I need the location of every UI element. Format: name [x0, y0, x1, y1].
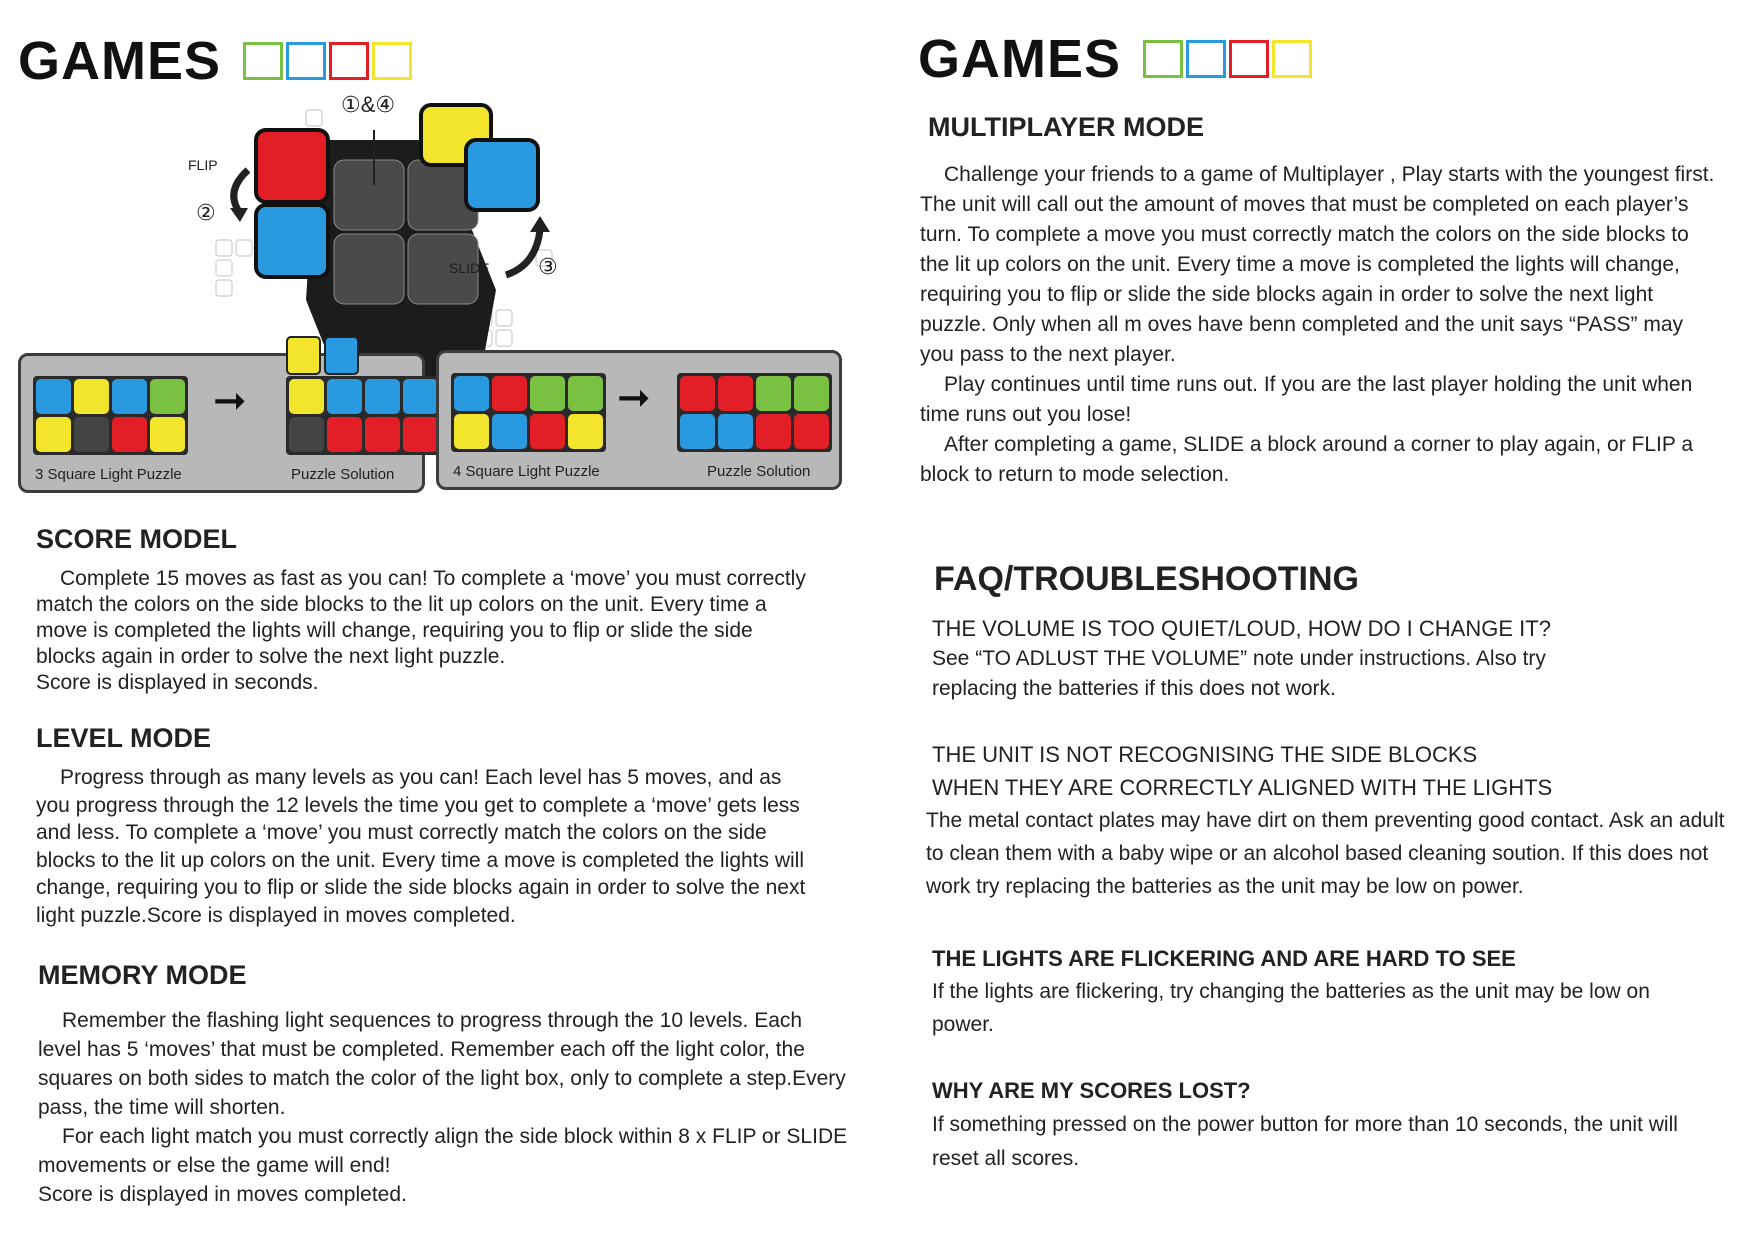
three-square-solution-grid — [286, 376, 441, 455]
left-games-header — [18, 30, 412, 92]
green-swatch — [243, 42, 283, 80]
unit-pad — [334, 234, 404, 304]
flip-arrowhead-icon — [230, 208, 248, 222]
red-swatch — [329, 42, 369, 80]
right-games-header — [918, 28, 1312, 90]
solution-top-blocks — [286, 336, 359, 375]
four-square-solution-grid — [677, 373, 832, 452]
arrow-icon: ➞ — [617, 376, 651, 420]
memory-mode-heading: MEMORY MODE — [38, 960, 247, 990]
flip-arrow-icon — [234, 170, 248, 210]
unit-pad — [334, 160, 404, 230]
puzzle-solution-label: Puzzle Solution — [291, 466, 395, 483]
blue-block — [256, 205, 328, 277]
score-model-heading: SCORE MODEL — [36, 524, 238, 554]
green-swatch — [1143, 40, 1183, 78]
yellow-swatch — [372, 42, 412, 80]
right-page — [878, 0, 1756, 1240]
faq-item-volume: THE VOLUME IS TOO QUIET/LOUD, HOW DO I CHANGE IT? See “TO ADLUST THE VOLUME” note under instructions. Also try replacing the batteries if this does not work. — [932, 616, 1551, 700]
color-swatches — [1143, 40, 1312, 78]
flip-label: FLIP — [188, 157, 218, 173]
blue-swatch — [286, 42, 326, 80]
slide-arrowhead-icon — [530, 216, 550, 232]
red-block — [256, 130, 328, 202]
faq-item-side-blocks: THE UNIT IS NOT RECOGNISING THE SIDE BLOCKS WHEN THEY ARE CORRECTLY ALIGNED WITH THE LIGHTS The metal contact plates may have dirt on them preventing good contact. Ask an adult to clean them with a baby wipe or an alcohol based cleaning soution. If this does not work try replacing the batteries as the unit may be low on power. — [926, 742, 1725, 898]
step-label-2: ② — [196, 200, 216, 225]
score-model-text: Complete 15 moves as fast as you can! To complete a ‘move’ you must correctly match the colors on the side blocks to the lit up colors on the unit. Every time a move is completed the lights will change, requiring you to flip or slide the side blocks again in order to solve the next light puzzle. Score is displayed in seconds. — [36, 567, 806, 694]
blue-swatch — [1186, 40, 1226, 78]
left-games-title: GAMES — [18, 31, 222, 91]
red-swatch — [1229, 40, 1269, 78]
faq-heading: FAQ/TROUBLESHOOTING — [934, 560, 1359, 598]
three-square-puzzle-grid — [33, 376, 188, 455]
device-illustration — [16, 92, 846, 500]
puzzle-solution-label: Puzzle Solution — [707, 463, 811, 480]
blue-block-2 — [466, 140, 538, 210]
step-label-1-4: ①&④ — [341, 92, 396, 117]
four-square-puzzle-label: 4 Square Light Puzzle — [453, 463, 600, 480]
memory-mode-text: Remember the flashing light sequences to progress through the 10 levels. Each level has 5 ‘moves’ that must be completed. Remember each off the light color, the squares on both sides to match the color of the light box, only to complete a step.Every pass, the time will shorten. For each light match you must correctly align the side block within 8 x FLIP or SLIDE movements or else the game will end! Score is displayed in moves completed. — [38, 1009, 848, 1206]
faq-item-scores: WHY ARE MY SCORES LOST? If something pressed on the power button for more than 10 seconds, the unit will reset all scores. — [932, 1078, 1678, 1170]
four-square-puzzle-grid — [451, 373, 606, 452]
step-label-3: ③ — [538, 254, 558, 279]
level-mode-heading: LEVEL MODE — [36, 723, 212, 753]
multiplayer-text: Challenge your friends to a game of Multiplayer , Play starts with the youngest first. The unit will call out the amount of moves that must be completed on each player’s turn. To complete a move you must correctly match the colors on the side blocks to the lit up colors on the unit. Every time a move is completed the lights will change, requiring you to flip or slide the side blocks again in order to solve the next light puzzle. Only when all m oves have benn completed and the unit says “PASS” may you pass to the next player. Play continues until time runs out. If you are the last player holding the unit when time runs out you lose! After completing a game, SLIDE a block around a corner to play again, or FLIP a block to return to mode selection. — [920, 163, 1715, 486]
right-games-title: GAMES — [918, 29, 1122, 89]
slide-arrow-icon — [506, 230, 540, 275]
yellow-swatch — [1272, 40, 1312, 78]
slide-label: SLIDE — [449, 260, 490, 276]
three-square-panel — [18, 353, 425, 493]
level-mode-text: Progress through as many levels as you can! Each level has 5 moves, and as you progress through the 12 levels the time you get to complete a ‘move’ gets less and less. To complete a ‘move’ you must correctly match the colors on the side blocks to the lit up colors on the unit. Every time a move is completed the lights will change, requiring you to flip or slide the side blocks again in order to solve the next light puzzle.Score is displayed in moves completed. — [36, 766, 806, 927]
multiplayer-heading: MULTIPLAYER MODE — [928, 112, 1205, 142]
arrow-icon: ➞ — [213, 379, 247, 423]
color-swatches — [243, 42, 412, 80]
three-square-puzzle-label: 3 Square Light Puzzle — [35, 466, 182, 483]
faq-item-flickering: THE LIGHTS ARE FLICKERING AND ARE HARD TO SEE If the lights are flickering, try changing the batteries as the unit may be low on power. — [932, 946, 1650, 1036]
four-square-panel — [436, 350, 842, 490]
